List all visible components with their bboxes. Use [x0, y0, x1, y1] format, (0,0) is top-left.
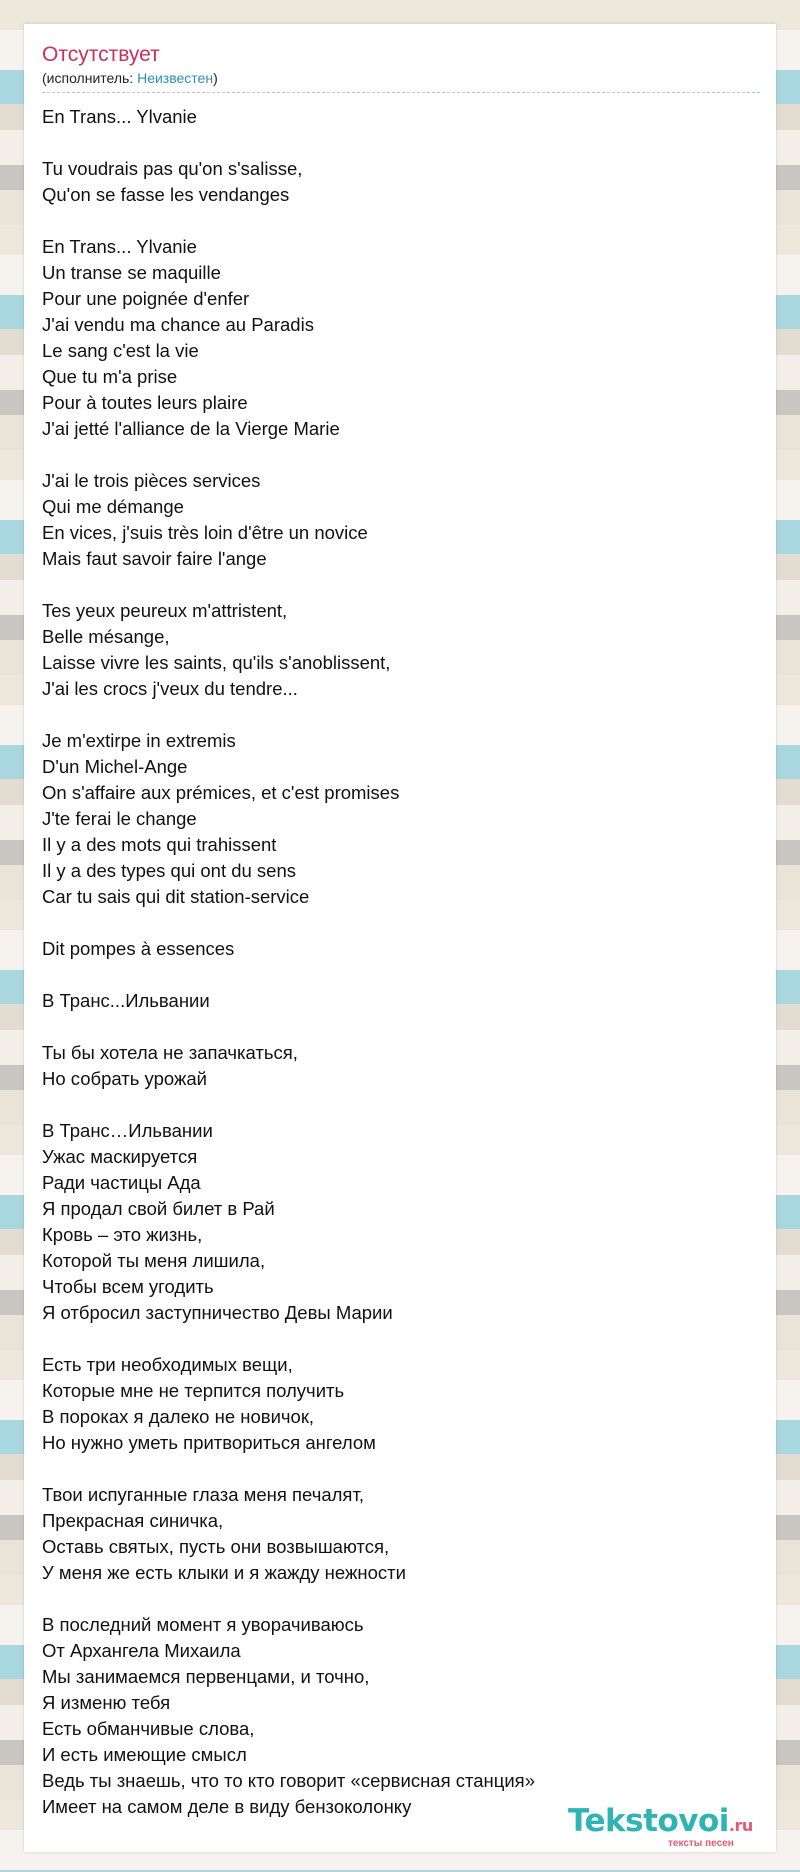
lyric-line: En Trans... Ylvanie	[42, 106, 197, 127]
lyric-line: В Транс...Ильвании	[42, 990, 210, 1011]
lyric-line: В пороках я далеко не новичок,	[42, 1406, 315, 1427]
lyric-line: Я отбросил заступничество Девы Марии	[42, 1302, 393, 1323]
header-divider	[42, 92, 760, 93]
lyrics-text	[42, 104, 762, 1820]
lyric-line: Оставь святых, пусть они возвышаются,	[42, 1536, 390, 1557]
stanza-break	[42, 1092, 762, 1118]
lyric-line: В последний момент я уворачиваюсь	[42, 1614, 364, 1635]
lyric-line: En vices, j'suis très loin d'être un novice	[42, 522, 368, 543]
lyric-line: Pour une poignée d'enfer	[42, 288, 250, 309]
lyric-line: Которые мне не терпится получить	[42, 1380, 345, 1401]
lyric-line: On s'affaire aux prémices, et c'est promises	[42, 782, 400, 803]
lyric-line: Laisse vivre les saints, qu'ils s'anoblissent,	[42, 652, 391, 673]
stanza-break	[42, 1326, 762, 1352]
lyric-line: Мы занимаемся первенцами, и точно,	[42, 1666, 370, 1687]
lyric-line: Pour à toutes leurs plaire	[42, 392, 248, 413]
lyric-line: Qui me démange	[42, 496, 184, 517]
lyric-line: Que tu m'a prise	[42, 366, 178, 387]
lyrics-card	[24, 24, 776, 1852]
lyric-line: Ужас маскируется	[42, 1146, 198, 1167]
lyric-line: Dit pompes à essences	[42, 938, 235, 959]
stanza-break	[42, 1014, 762, 1040]
stanza-break	[42, 910, 762, 936]
lyric-line: Но собрать урожай	[42, 1068, 207, 1089]
lyric-line: Я изменю тебя	[42, 1692, 171, 1713]
lyric-line: J'ai vendu ma chance au Paradis	[42, 314, 314, 335]
lyric-line: Я продал свой билет в Рай	[42, 1198, 275, 1219]
lyric-line: J'ai jetté l'alliance de la Vierge Marie	[42, 418, 340, 439]
artist-suffix: )	[213, 70, 218, 86]
lyric-line: Qu'on se fasse les vendanges	[42, 184, 290, 205]
lyric-line: От Архангела Михаила	[42, 1640, 241, 1661]
lyric-line: Le sang c'est la vie	[42, 340, 199, 361]
stanza-break	[42, 702, 762, 728]
lyric-line: Belle mésange,	[42, 626, 170, 647]
lyric-line: Mais faut savoir faire l'ange	[42, 548, 267, 569]
logo-subtitle: тексты песен	[668, 1838, 734, 1849]
lyric-line: Чтобы всем угодить	[42, 1276, 214, 1297]
lyric-line: Ты бы хотела не запачкаться,	[42, 1042, 298, 1063]
stanza-break	[42, 1456, 762, 1482]
lyric-line: Есть три необходимых вещи,	[42, 1354, 293, 1375]
site-logo[interactable]	[568, 1804, 768, 1854]
lyric-line: Ведь ты знаешь, что то кто говорит «сервисная станция»	[42, 1770, 535, 1791]
lyric-line: Tes yeux peureux m'attristent,	[42, 600, 288, 621]
lyric-line: Которой ты меня лишила,	[42, 1250, 266, 1271]
stanza-break	[42, 962, 762, 988]
stanza-break	[42, 208, 762, 234]
stanza-break	[42, 442, 762, 468]
stanza-break	[42, 572, 762, 598]
logo-main-text: Tekstovoi	[568, 1803, 729, 1839]
lyric-line: Твои испуганные глаза меня печалят,	[42, 1484, 365, 1505]
lyric-line: И есть имеющие смысл	[42, 1744, 247, 1765]
lyric-line: Je m'extirpe in extremis	[42, 730, 236, 751]
lyric-line: J'te ferai le change	[42, 808, 197, 829]
lyric-line: Il y a des types qui ont du sens	[42, 860, 297, 881]
lyric-line: Il y a des mots qui trahissent	[42, 834, 277, 855]
lyric-line: Но нужно уметь притвориться ангелом	[42, 1432, 376, 1453]
lyric-line: В Транс…Ильвании	[42, 1120, 213, 1141]
logo-tld: .ru	[728, 1816, 753, 1835]
lyric-line: D'un Michel-Ange	[42, 756, 188, 777]
lyric-line: En Trans... Ylvanie	[42, 236, 197, 257]
song-header	[42, 42, 762, 87]
lyric-line: Имеет на самом деле в виду бензоколонку	[42, 1796, 412, 1817]
artist-prefix: (исполнитель:	[42, 70, 138, 86]
stanza-break	[42, 1586, 762, 1612]
artist-line	[42, 69, 762, 87]
lyric-line: Прекрасная синичка,	[42, 1510, 224, 1531]
lyric-line: Есть обманчивые слова,	[42, 1718, 255, 1739]
artist-link[interactable]: Неизвестен	[137, 70, 214, 86]
lyric-line: Car tu sais qui dit station-service	[42, 886, 310, 907]
lyric-line: J'ai le trois pièces services	[42, 470, 261, 491]
lyric-line: Ради частицы Ада	[42, 1172, 201, 1193]
lyric-line: У меня же есть клыки и я жажду нежности	[42, 1562, 406, 1583]
stanza-break	[42, 130, 762, 156]
lyric-line: J'ai les crocs j'veux du tendre...	[42, 678, 298, 699]
song-title: Отсутствует	[42, 43, 160, 66]
lyric-line: Un transe se maquille	[42, 262, 221, 283]
lyric-line: Кровь – это жизнь,	[42, 1224, 203, 1245]
lyric-line: Tu voudrais pas qu'on s'salisse,	[42, 158, 303, 179]
